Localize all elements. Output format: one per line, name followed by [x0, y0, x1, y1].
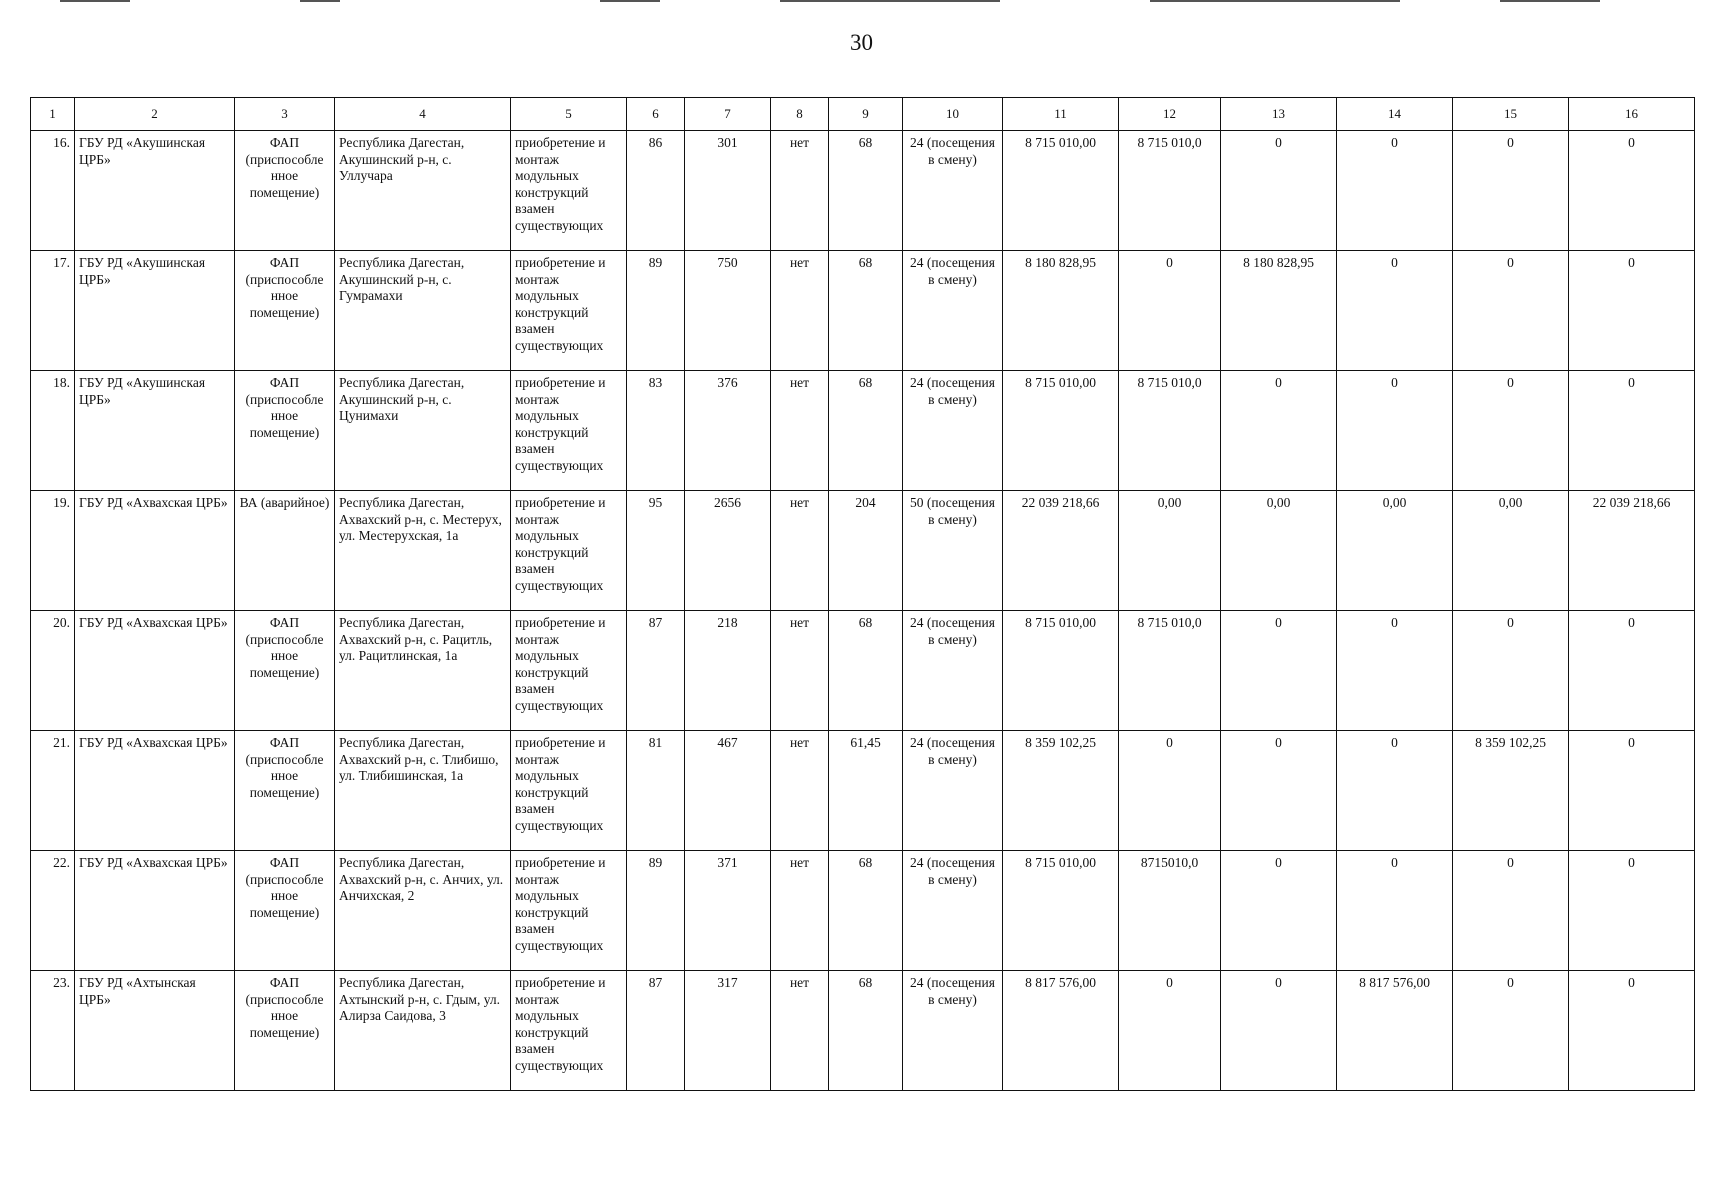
col8-cell: нет [771, 251, 829, 371]
table-row [31, 491, 1695, 611]
col9-cell: 68 [829, 611, 903, 731]
table-row [31, 611, 1695, 731]
action-cell: приобретение и монтаж модульных конструкций взамен существующих [511, 491, 627, 611]
facility-type-cell: ФАП (приспособле нное помещение) [235, 851, 335, 971]
col8-cell: нет [771, 131, 829, 251]
col7-cell: 371 [685, 851, 771, 971]
amount-col13-cell: 8 180 828,95 [1221, 251, 1337, 371]
amount-total-cell: 8 180 828,95 [1003, 251, 1119, 371]
action-cell: приобретение и монтаж модульных конструкций взамен существующих [511, 611, 627, 731]
table-row [31, 971, 1695, 1091]
col6-cell: 95 [627, 491, 685, 611]
column-header: 1 [31, 98, 75, 131]
col8-cell: нет [771, 611, 829, 731]
facility-type-cell: ФАП (приспособле нное помещение) [235, 251, 335, 371]
col9-cell: 68 [829, 971, 903, 1091]
address-cell: Республика Дагестан, Ахвахский р-н, с. Рацитль, ул. Рацитлинская, 1а [335, 611, 511, 731]
facility-type-cell: ФАП (приспособле нное помещение) [235, 371, 335, 491]
scan-edge-line [60, 0, 130, 2]
row-number: 19. [31, 491, 75, 611]
address-cell: Республика Дагестан, Ахвахский р-н, с. Местерух, ул. Местерухская, 1а [335, 491, 511, 611]
amount-col15-cell: 0 [1453, 611, 1569, 731]
column-header: 4 [335, 98, 511, 131]
organization-cell: ГБУ РД «Ахвахская ЦРБ» [75, 731, 235, 851]
table-row [31, 251, 1695, 371]
col9-cell: 68 [829, 371, 903, 491]
address-cell: Республика Дагестан, Акушинский р-н, с. Гумрамахи [335, 251, 511, 371]
amount-col12-cell: 0 [1119, 251, 1221, 371]
facility-type-cell: ФАП (приспособле нное помещение) [235, 611, 335, 731]
document-table [30, 97, 1695, 1091]
facility-type-cell: ФАП (приспособле нное помещение) [235, 731, 335, 851]
col6-cell: 87 [627, 611, 685, 731]
amount-col15-cell: 0 [1453, 971, 1569, 1091]
col9-cell: 68 [829, 131, 903, 251]
col7-cell: 376 [685, 371, 771, 491]
amount-col13-cell: 0 [1221, 731, 1337, 851]
col7-cell: 2656 [685, 491, 771, 611]
amount-col13-cell: 0 [1221, 851, 1337, 971]
amount-col15-cell: 0 [1453, 371, 1569, 491]
amount-col16-cell: 0 [1569, 131, 1695, 251]
col9-cell: 68 [829, 851, 903, 971]
organization-cell: ГБУ РД «Ахвахская ЦРБ» [75, 851, 235, 971]
row-number: 16. [31, 131, 75, 251]
column-header: 12 [1119, 98, 1221, 131]
amount-col14-cell: 8 817 576,00 [1337, 971, 1453, 1091]
action-cell: приобретение и монтаж модульных конструкций взамен существующих [511, 131, 627, 251]
table-row [31, 371, 1695, 491]
amount-col12-cell: 8 715 010,0 [1119, 611, 1221, 731]
amount-col16-cell: 0 [1569, 971, 1695, 1091]
col7-cell: 301 [685, 131, 771, 251]
facility-type-cell: ФАП (приспособле нное помещение) [235, 971, 335, 1091]
amount-col15-cell: 0 [1453, 131, 1569, 251]
amount-col16-cell: 0 [1569, 611, 1695, 731]
amount-col14-cell: 0 [1337, 611, 1453, 731]
amount-total-cell: 8 715 010,00 [1003, 851, 1119, 971]
col7-cell: 467 [685, 731, 771, 851]
organization-cell: ГБУ РД «Акушинская ЦРБ» [75, 131, 235, 251]
column-header: 3 [235, 98, 335, 131]
address-cell: Республика Дагестан, Ахвахский р-н, с. Анчих, ул. Анчихская, 2 [335, 851, 511, 971]
amount-col12-cell: 8 715 010,0 [1119, 131, 1221, 251]
organization-cell: ГБУ РД «Акушинская ЦРБ» [75, 251, 235, 371]
amount-col15-cell: 0 [1453, 251, 1569, 371]
amount-col12-cell: 0 [1119, 971, 1221, 1091]
col9-cell: 204 [829, 491, 903, 611]
amount-total-cell: 8 817 576,00 [1003, 971, 1119, 1091]
column-header: 10 [903, 98, 1003, 131]
amount-total-cell: 8 715 010,00 [1003, 371, 1119, 491]
row-number: 22. [31, 851, 75, 971]
scan-edge-line [1150, 0, 1400, 2]
amount-col14-cell: 0 [1337, 851, 1453, 971]
organization-cell: ГБУ РД «Ахтынская ЦРБ» [75, 971, 235, 1091]
amount-col13-cell: 0 [1221, 971, 1337, 1091]
amount-col13-cell: 0 [1221, 611, 1337, 731]
row-number: 23. [31, 971, 75, 1091]
column-header: 16 [1569, 98, 1695, 131]
capacity-cell: 24 (посещения в смену) [903, 731, 1003, 851]
address-cell: Республика Дагестан, Ахтынский р-н, с. Гдым, ул. Алирза Саидова, 3 [335, 971, 511, 1091]
col6-cell: 87 [627, 971, 685, 1091]
col8-cell: нет [771, 971, 829, 1091]
amount-col16-cell: 22 039 218,66 [1569, 491, 1695, 611]
facility-type-cell: ФАП (приспособле нное помещение) [235, 131, 335, 251]
amount-col16-cell: 0 [1569, 851, 1695, 971]
amount-col12-cell: 8 715 010,0 [1119, 371, 1221, 491]
amount-col12-cell: 8715010,0 [1119, 851, 1221, 971]
scan-edge-line [300, 0, 340, 2]
column-header: 2 [75, 98, 235, 131]
amount-col14-cell: 0,00 [1337, 491, 1453, 611]
column-header: 13 [1221, 98, 1337, 131]
col6-cell: 86 [627, 131, 685, 251]
amount-col16-cell: 0 [1569, 731, 1695, 851]
column-header: 5 [511, 98, 627, 131]
amount-col12-cell: 0 [1119, 731, 1221, 851]
amount-col14-cell: 0 [1337, 251, 1453, 371]
capacity-cell: 24 (посещения в смену) [903, 611, 1003, 731]
amount-col14-cell: 0 [1337, 731, 1453, 851]
amount-col15-cell: 0,00 [1453, 491, 1569, 611]
table-row [31, 131, 1695, 251]
facility-type-cell: ВА (аварийное) [235, 491, 335, 611]
amount-total-cell: 8 359 102,25 [1003, 731, 1119, 851]
action-cell: приобретение и монтаж модульных конструкций взамен существующих [511, 971, 627, 1091]
column-header: 8 [771, 98, 829, 131]
amount-col15-cell: 8 359 102,25 [1453, 731, 1569, 851]
col6-cell: 89 [627, 851, 685, 971]
amount-col15-cell: 0 [1453, 851, 1569, 971]
amount-col14-cell: 0 [1337, 371, 1453, 491]
amount-total-cell: 8 715 010,00 [1003, 131, 1119, 251]
row-number: 18. [31, 371, 75, 491]
amount-col13-cell: 0,00 [1221, 491, 1337, 611]
col9-cell: 68 [829, 251, 903, 371]
amount-col13-cell: 0 [1221, 371, 1337, 491]
address-cell: Республика Дагестан, Акушинский р-н, с. Цунимахи [335, 371, 511, 491]
amount-col14-cell: 0 [1337, 131, 1453, 251]
column-header: 9 [829, 98, 903, 131]
col8-cell: нет [771, 851, 829, 971]
scan-edge-line [600, 0, 660, 2]
capacity-cell: 24 (посещения в смену) [903, 371, 1003, 491]
capacity-cell: 24 (посещения в смену) [903, 251, 1003, 371]
row-number: 21. [31, 731, 75, 851]
address-cell: Республика Дагестан, Акушинский р-н, с. Уллучара [335, 131, 511, 251]
capacity-cell: 24 (посещения в смену) [903, 131, 1003, 251]
amount-col13-cell: 0 [1221, 131, 1337, 251]
action-cell: приобретение и монтаж модульных конструкций взамен существующих [511, 251, 627, 371]
action-cell: приобретение и монтаж модульных конструкций взамен существующих [511, 371, 627, 491]
col6-cell: 81 [627, 731, 685, 851]
organization-cell: ГБУ РД «Ахвахская ЦРБ» [75, 491, 235, 611]
column-header: 6 [627, 98, 685, 131]
address-cell: Республика Дагестан, Ахвахский р-н, с. Тлибишо, ул. Тлибишинская, 1а [335, 731, 511, 851]
page-number: 30 [850, 30, 873, 55]
col7-cell: 218 [685, 611, 771, 731]
column-header: 7 [685, 98, 771, 131]
column-header: 14 [1337, 98, 1453, 131]
amount-total-cell: 8 715 010,00 [1003, 611, 1119, 731]
column-header: 11 [1003, 98, 1119, 131]
organization-cell: ГБУ РД «Ахвахская ЦРБ» [75, 611, 235, 731]
column-number-row [31, 98, 1695, 131]
row-number: 20. [31, 611, 75, 731]
col7-cell: 317 [685, 971, 771, 1091]
table-body [31, 131, 1695, 1091]
scan-edge-line [1500, 0, 1600, 2]
table-row [31, 731, 1695, 851]
amount-col16-cell: 0 [1569, 371, 1695, 491]
action-cell: приобретение и монтаж модульных конструкций взамен существующих [511, 851, 627, 971]
amount-total-cell: 22 039 218,66 [1003, 491, 1119, 611]
col8-cell: нет [771, 371, 829, 491]
capacity-cell: 24 (посещения в смену) [903, 971, 1003, 1091]
col8-cell: нет [771, 731, 829, 851]
col8-cell: нет [771, 491, 829, 611]
col9-cell: 61,45 [829, 731, 903, 851]
row-number: 17. [31, 251, 75, 371]
amount-col16-cell: 0 [1569, 251, 1695, 371]
col6-cell: 89 [627, 251, 685, 371]
capacity-cell: 50 (посещения в смену) [903, 491, 1003, 611]
col7-cell: 750 [685, 251, 771, 371]
action-cell: приобретение и монтаж модульных конструкций взамен существующих [511, 731, 627, 851]
col6-cell: 83 [627, 371, 685, 491]
capacity-cell: 24 (посещения в смену) [903, 851, 1003, 971]
table-row [31, 851, 1695, 971]
amount-col12-cell: 0,00 [1119, 491, 1221, 611]
column-header: 15 [1453, 98, 1569, 131]
organization-cell: ГБУ РД «Акушинская ЦРБ» [75, 371, 235, 491]
scan-edge-line [780, 0, 1000, 2]
